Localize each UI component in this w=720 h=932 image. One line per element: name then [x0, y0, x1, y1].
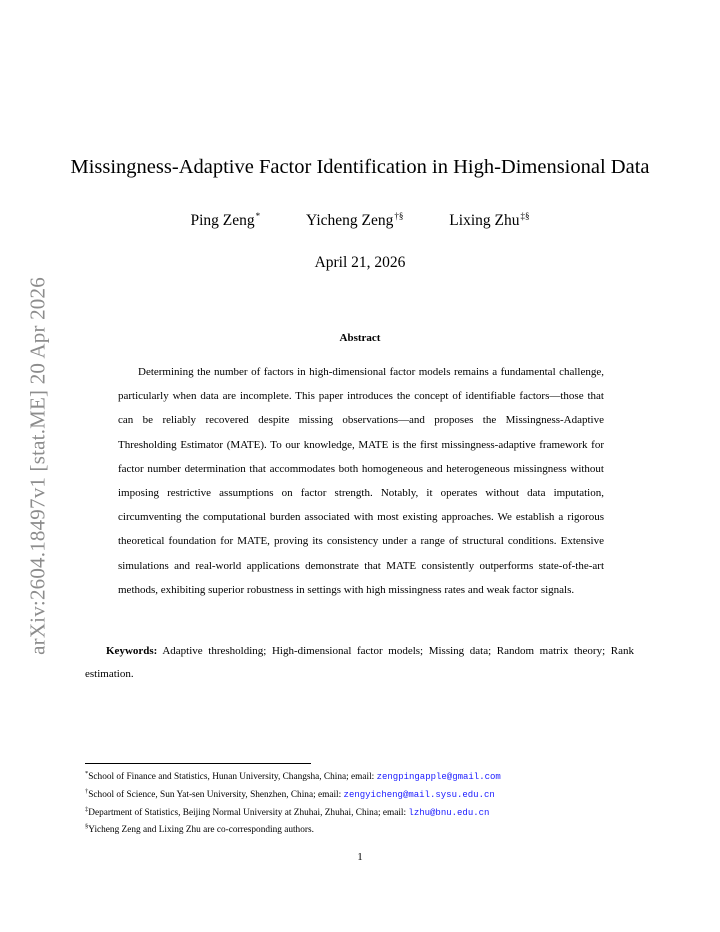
footnote-text: School of Science, Sun Yat-sen University, Shenzhen, China; email: [88, 789, 344, 800]
author-name: Ping Zeng [190, 212, 255, 229]
author [449, 211, 529, 230]
email-link[interactable]: lzhu@bnu.edu.cn [408, 807, 490, 818]
footnote-mark: § [85, 823, 89, 831]
footnote-mark: * [85, 770, 89, 777]
author-affiliation-marks: * [255, 211, 261, 221]
footnote-affiliation [85, 785, 645, 803]
author-name: Yicheng Zeng [306, 212, 394, 229]
footnote-mark: † [85, 787, 89, 795]
abstract-text: Determining the number of factors in high-dimensional factor models remains a fundamental challenge, particularly when data are incomplete. This paper introduces the concept of identifiable factors—those that can be reliably recovered despite missing observations—and proposes the Missingness-Adaptive Thresholding Estimator (MATE). To our knowledge, MATE is the first missingness-adaptive framework for factor number determination that accommodates both homogeneous and heterogeneous missingness without imposing restrictive assumptions on factor strength. Notably, it operates without data imputation, circumventing the computational burden associated with most existing approaches. We establish a rigorous theoretical foundation for MATE, proving its consistency under a range of structural conditions. Extensive simulations and real-world applications demonstrate that MATE consistently outperforms state-of-the-art methods, exhibiting superior robustness in settings with high missingness rates and weak factor signals. [118, 366, 604, 596]
publication-date: April 21, 2026 [314, 254, 406, 271]
keywords-text: Adaptive thresholding; High-dimensional factor models; Missing data; Random matrix theory; Rank estimation. [85, 645, 634, 680]
footnote-affiliation [85, 767, 645, 785]
keywords-label: Keywords: [106, 645, 158, 657]
author [306, 211, 403, 230]
footnote-text: Department of Statistics, Beijing Normal University at Zhuhai, Zhuhai, China; email: [88, 807, 409, 818]
footnote-mark: ‡ [85, 805, 89, 813]
email-link[interactable]: zengpingapple@gmail.com [376, 772, 501, 782]
paper-title: Missingness-Adaptive Factor Identification in High-Dimensional Data [70, 156, 650, 178]
arxiv-identifier-stamp[interactable]: arXiv:2604.18497v1 [stat.ME] 20 Apr 2026 [25, 277, 50, 655]
abstract-heading: Abstract [339, 332, 381, 344]
email-link[interactable]: zengyicheng@mail.sysu.edu.cn [343, 789, 495, 800]
author-name: Lixing Zhu [449, 212, 520, 229]
footnotes [85, 767, 645, 838]
author [191, 211, 261, 230]
footnote-corresponding [85, 820, 645, 838]
author-list [0, 211, 720, 230]
footnote-affiliation [85, 803, 645, 821]
author-affiliation-marks: ‡§ [520, 211, 530, 221]
footnote-text: School of Finance and Statistics, Hunan University, Changsha, China; email: [88, 772, 377, 782]
footnote-divider [85, 763, 311, 764]
keywords-section [85, 640, 634, 686]
footnote-text: Yicheng Zeng and Lixing Zhu are co-corresponding authors. [88, 825, 314, 836]
page-number: 1 [357, 851, 363, 863]
author-affiliation-marks: †§ [394, 211, 404, 221]
